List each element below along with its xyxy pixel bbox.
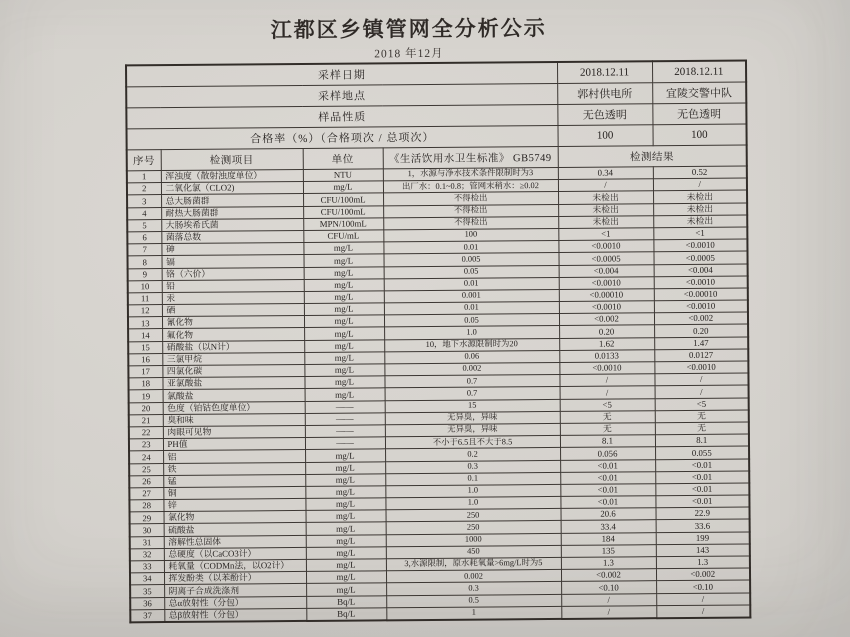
cell-item: 耗氧量（CODMn法，以O2计） [164, 559, 306, 572]
cell-item: 硒 [162, 304, 304, 317]
cell-index: 28 [129, 500, 163, 512]
info-row-value: 2018.12.11 [557, 61, 652, 83]
cell-unit: —— [305, 400, 385, 413]
cell-index: 11 [128, 292, 162, 304]
cell-index: 13 [128, 317, 162, 329]
cell-standard: 0.7 [385, 387, 560, 401]
cell-result-1: <0.0010 [559, 362, 654, 375]
cell-unit: mg/L [305, 474, 385, 487]
cell-result-2: <0.002 [654, 312, 748, 325]
cell-result-1: <1 [558, 228, 653, 241]
cell-result-2: 无 [655, 422, 749, 435]
cell-result-1: <0.0005 [558, 252, 653, 265]
title-block [0, 10, 820, 64]
cell-index: 23 [129, 439, 163, 451]
cell-result-2: 199 [656, 532, 750, 545]
cell-result-1: <0.10 [561, 581, 656, 594]
cell-index: 5 [127, 219, 161, 231]
cell-index: 2 [127, 183, 161, 195]
cell-result-2: / [656, 605, 750, 618]
cell-result-2: 未检出 [653, 215, 747, 228]
cell-item: 锰 [163, 474, 305, 487]
cell-unit: mg/L [305, 449, 385, 462]
cell-result-2: <0.01 [655, 471, 749, 484]
info-row-value: 无色透明 [557, 104, 652, 126]
cell-result-1: / [560, 386, 655, 399]
cell-index: 3 [127, 195, 161, 207]
cell-index: 24 [129, 451, 163, 463]
cell-standard: 15 [385, 399, 560, 413]
cell-item: 耐热大肠菌群 [161, 206, 303, 219]
cell-standard: 0.002 [386, 570, 561, 584]
cell-result-2: <0.0010 [654, 361, 748, 374]
cell-result-2: 0.20 [654, 324, 748, 337]
cell-result-1: <0.0010 [558, 240, 653, 253]
cell-index: 12 [128, 305, 162, 317]
cell-item: 溶解性总固体 [164, 535, 306, 548]
analysis-table [125, 59, 751, 623]
cell-result-2: / [656, 593, 750, 606]
cell-result-1: / [559, 374, 654, 387]
cell-unit: mg/L [303, 242, 383, 255]
cell-result-2: <0.0010 [654, 300, 748, 313]
info-row-label: 采样地点 [126, 83, 557, 107]
cell-result-2: 1.47 [654, 337, 748, 350]
cell-standard: 不得检出 [383, 216, 558, 230]
cell-result-1: / [558, 179, 653, 192]
cell-index: 26 [129, 475, 163, 487]
cell-standard: 不小于6.5且不大于8.5 [385, 436, 560, 450]
cell-index: 15 [128, 341, 162, 353]
cell-result-1: 1.3 [561, 557, 656, 570]
cell-result-1: 0.0133 [559, 350, 654, 363]
cell-result-1: 20.6 [560, 508, 655, 521]
cell-unit: mg/L [304, 327, 384, 340]
info-section [126, 60, 747, 149]
cell-item: 色度（铂钴色度单位） [163, 401, 305, 414]
cell-result-2: / [655, 385, 749, 398]
cell-unit: mg/L [304, 303, 384, 316]
cell-result-2: <0.002 [656, 568, 750, 581]
cell-item: 亚氯酸盐 [162, 377, 304, 390]
cell-index: 32 [130, 548, 164, 560]
cell-unit: mg/L [304, 352, 384, 365]
cell-index: 8 [128, 256, 162, 268]
cell-item: 总大肠菌群 [161, 194, 303, 207]
cell-result-2: <0.01 [655, 495, 749, 508]
cell-result-1: 未检出 [558, 203, 653, 216]
cell-index: 31 [130, 536, 164, 548]
cell-result-2: <1 [653, 227, 747, 240]
cell-index: 34 [130, 573, 164, 585]
cell-index: 30 [130, 524, 164, 536]
cell-result-1: 1.62 [559, 337, 654, 350]
info-row-label: 采样日期 [126, 62, 557, 87]
cell-index: 37 [130, 609, 164, 622]
cell-index: 18 [128, 378, 162, 390]
cell-result-1: <0.004 [559, 264, 654, 277]
cell-standard: 1，水源与净水技术条件限制时为3 [383, 167, 558, 181]
page-title: 江都区乡镇管网全分析公示 [270, 16, 547, 43]
cell-result-2: <0.10 [656, 580, 750, 593]
info-row-value: 郭村供电所 [557, 83, 652, 105]
cell-unit: mg/L [305, 498, 385, 511]
cell-index: 29 [130, 512, 164, 524]
cell-result-2: 0.0127 [654, 349, 748, 362]
cell-standard: 0.01 [383, 241, 558, 255]
cell-standard: 0.7 [384, 375, 559, 389]
cell-unit: —— [305, 413, 385, 426]
cell-result-1: 33.4 [561, 520, 656, 533]
cell-item: 镉 [162, 255, 304, 268]
cell-unit: mg/L [303, 254, 383, 267]
cell-item: 四氯化碳 [162, 364, 304, 377]
cell-result-2: 33.6 [656, 519, 750, 532]
cell-index: 10 [128, 280, 162, 292]
info-row-value: 2018.12.11 [652, 60, 746, 82]
cell-unit: —— [305, 437, 385, 450]
cell-result-2: 8.1 [655, 434, 749, 447]
cell-item: 总α放射性（分包） [164, 596, 306, 609]
cell-item: 砷 [161, 243, 303, 256]
cell-result-2: <0.01 [655, 458, 749, 471]
cell-unit: Bq/L [306, 595, 386, 608]
cell-item: 三氯甲烷 [162, 352, 304, 365]
cell-result-1: <0.01 [560, 484, 655, 497]
cell-standard: 0.3 [385, 460, 560, 474]
cell-unit: mg/L [305, 461, 385, 474]
cell-result-2: <0.0010 [653, 239, 747, 252]
info-row-value: 100 [557, 125, 652, 147]
cell-index: 22 [129, 426, 163, 438]
cell-unit: mg/L [304, 364, 384, 377]
cell-result-2: <0.01 [655, 483, 749, 496]
cell-item: 臭和味 [163, 413, 305, 426]
col-header-unit: 单位 [303, 148, 383, 170]
cell-unit: mg/L [304, 291, 384, 304]
cell-standard: 无异臭，异味 [385, 411, 560, 425]
cell-result-1: 0.20 [559, 325, 654, 338]
cell-result-2: <0.0005 [653, 251, 747, 264]
cell-standard: 250 [386, 509, 561, 523]
cell-index: 25 [129, 463, 163, 475]
cell-unit: mg/L [304, 315, 384, 328]
cell-unit: mg/L [306, 522, 386, 535]
cell-result-2: 未检出 [653, 203, 747, 216]
cell-standard: 0.2 [385, 448, 560, 462]
cell-item: 氟化物 [162, 328, 304, 341]
cell-standard: 450 [386, 545, 561, 559]
cell-result-2: / [653, 178, 747, 191]
cell-result-1: 无 [560, 410, 655, 423]
cell-standard: 出厂水：0.1~0.8；管网末稍水：≥0.02 [383, 180, 558, 194]
col-header-item: 检测项目 [161, 148, 303, 170]
cell-standard: 3,水源限制，原水耗氧量>6mg/L时为5 [386, 557, 561, 571]
info-row-value: 无色透明 [652, 103, 746, 125]
cell-result-1: <0.002 [561, 569, 656, 582]
col-header-index: 序号 [127, 150, 161, 171]
cell-unit: mg/L [303, 181, 383, 194]
cell-item: 锌 [163, 499, 305, 512]
info-row-label: 合格率（%）（合格项次 / 总项次） [127, 125, 558, 149]
cell-standard: 1.0 [385, 497, 560, 511]
cell-item: 浑浊度（散射浊度单位） [161, 169, 303, 182]
cell-result-1: 184 [561, 532, 656, 545]
cell-result-1: 135 [561, 545, 656, 558]
cell-item: 氯化物 [164, 511, 306, 524]
cell-standard: 0.06 [384, 350, 559, 364]
cell-item: 硝酸盐（以N计） [162, 340, 304, 353]
cell-standard: 0.005 [383, 253, 558, 267]
cell-unit: CFU/100mL [303, 205, 383, 218]
cell-unit: mg/L [305, 486, 385, 499]
cell-unit: MPN/100mL [303, 218, 383, 231]
cell-standard: 0.5 [386, 594, 561, 608]
cell-index: 35 [130, 585, 164, 597]
cell-standard: 1 [386, 606, 561, 620]
cell-index: 27 [129, 487, 163, 499]
cell-item: 二氧化氯（CLO2) [161, 182, 303, 195]
cell-result-1: / [561, 605, 656, 618]
cell-standard: 10，地下水源限制时为20 [384, 338, 559, 352]
info-row-label: 样品性质 [126, 104, 557, 128]
cell-item: 菌落总数 [161, 230, 303, 243]
cell-result-1: <0.01 [560, 471, 655, 484]
col-header-result: 检测结果 [558, 145, 747, 167]
cell-standard: 无异臭，异味 [385, 423, 560, 437]
cell-unit: CFU/mL [303, 230, 383, 243]
cell-standard: 不得检出 [383, 192, 558, 206]
cell-standard: 0.05 [384, 265, 559, 279]
cell-unit: mg/L [306, 559, 386, 572]
cell-item: 汞 [162, 291, 304, 304]
cell-item: 铬（六价） [162, 267, 304, 280]
cell-result-1: 未检出 [558, 191, 653, 204]
cell-item: 铁 [163, 462, 305, 475]
cell-unit: mg/L [306, 547, 386, 560]
cell-item: 硫酸盐 [164, 523, 306, 536]
cell-index: 1 [127, 171, 161, 183]
cell-unit: mg/L [306, 583, 386, 596]
cell-standard: 不得检出 [383, 204, 558, 218]
cell-result-2: <0.0010 [654, 276, 748, 289]
cell-result-1: 0.34 [558, 167, 653, 180]
cell-unit: mg/L [305, 388, 385, 401]
cell-result-1: <0.0010 [559, 276, 654, 289]
cell-index: 16 [128, 353, 162, 365]
cell-result-1: <0.01 [560, 496, 655, 509]
cell-item: 肉眼可见物 [163, 425, 305, 438]
cell-item: 大肠埃希氏菌 [161, 218, 303, 231]
cell-result-2: 未检出 [653, 190, 747, 203]
cell-index: 36 [130, 597, 164, 609]
cell-index: 9 [128, 268, 162, 280]
cell-result-2: 143 [656, 544, 750, 557]
col-header-standard: 《生活饮用水卫生标准》 GB5749 [383, 146, 558, 168]
cell-unit: mg/L [304, 266, 384, 279]
cell-index: 14 [128, 329, 162, 341]
cell-result-1: 8.1 [560, 435, 655, 448]
cell-standard: 250 [386, 521, 561, 535]
cell-index: 20 [129, 402, 163, 414]
cell-result-2: 0.055 [655, 446, 749, 459]
cell-result-2: <0.004 [654, 263, 748, 276]
cell-unit: mg/L [304, 376, 384, 389]
cell-result-2: / [654, 373, 748, 386]
cell-result-1: <5 [560, 398, 655, 411]
cell-result-2: <0.00010 [654, 288, 748, 301]
cell-unit: mg/L [306, 571, 386, 584]
cell-standard: 0.3 [386, 582, 561, 596]
cell-item: 铜 [163, 486, 305, 499]
cell-standard: 1000 [386, 533, 561, 547]
cell-standard: 0.1 [385, 472, 560, 486]
cell-result-2: <5 [655, 398, 749, 411]
cell-result-1: 未检出 [558, 215, 653, 228]
cell-item: 氰化物 [162, 316, 304, 329]
data-section [127, 166, 751, 622]
cell-result-2: 无 [655, 410, 749, 423]
cell-standard: 1.0 [385, 484, 560, 498]
cell-item: PH值 [163, 438, 305, 451]
cell-unit: mg/L [306, 534, 386, 547]
cell-standard: 1.0 [384, 326, 559, 340]
cell-item: 阴离子合成洗涤剂 [164, 584, 306, 597]
cell-index: 4 [127, 207, 161, 219]
info-row-value: 宜陵交警中队 [652, 82, 746, 104]
cell-item: 总β放射性（分包） [164, 608, 306, 622]
cell-index: 7 [127, 244, 161, 256]
cell-unit: Bq/L [306, 608, 386, 621]
cell-result-2: 1.3 [656, 556, 750, 569]
cell-item: 铅 [162, 279, 304, 292]
cell-result-1: <0.0010 [559, 301, 654, 314]
cell-standard: 0.01 [384, 302, 559, 316]
cell-index: 19 [129, 390, 163, 402]
cell-unit: CFU/100mL [303, 193, 383, 206]
page-subtitle: 2018 年12月 [374, 47, 444, 61]
cell-index: 6 [127, 232, 161, 244]
cell-unit: NTU [303, 169, 383, 182]
cell-unit: mg/L [306, 510, 386, 523]
cell-item: 氯酸盐 [163, 389, 305, 402]
cell-index: 21 [129, 414, 163, 426]
cell-result-1: <0.01 [560, 459, 655, 472]
cell-standard: 0.05 [384, 314, 559, 328]
cell-unit: —— [305, 425, 385, 438]
cell-result-1: 0.056 [560, 447, 655, 460]
cell-result-1: <0.00010 [559, 289, 654, 302]
cell-standard: 0.01 [384, 277, 559, 291]
cell-index: 17 [128, 366, 162, 378]
cell-result-1: <0.002 [559, 313, 654, 326]
cell-index: 33 [130, 561, 164, 573]
cell-item: 铝 [163, 450, 305, 463]
cell-unit: mg/L [304, 339, 384, 352]
info-row-value: 100 [652, 124, 746, 146]
cell-standard: 100 [383, 228, 558, 242]
cell-unit: mg/L [304, 279, 384, 292]
cell-result-2: 0.52 [653, 166, 747, 179]
cell-result-1: 无 [560, 423, 655, 436]
cell-item: 挥发酚类（以苯酚计） [164, 572, 306, 585]
cell-standard: 0.002 [384, 362, 559, 376]
cell-item: 总硬度（以CaCO3计） [164, 547, 306, 560]
cell-result-1: / [561, 593, 656, 606]
cell-result-2: 22.9 [655, 507, 749, 520]
cell-standard: 0.001 [384, 289, 559, 303]
